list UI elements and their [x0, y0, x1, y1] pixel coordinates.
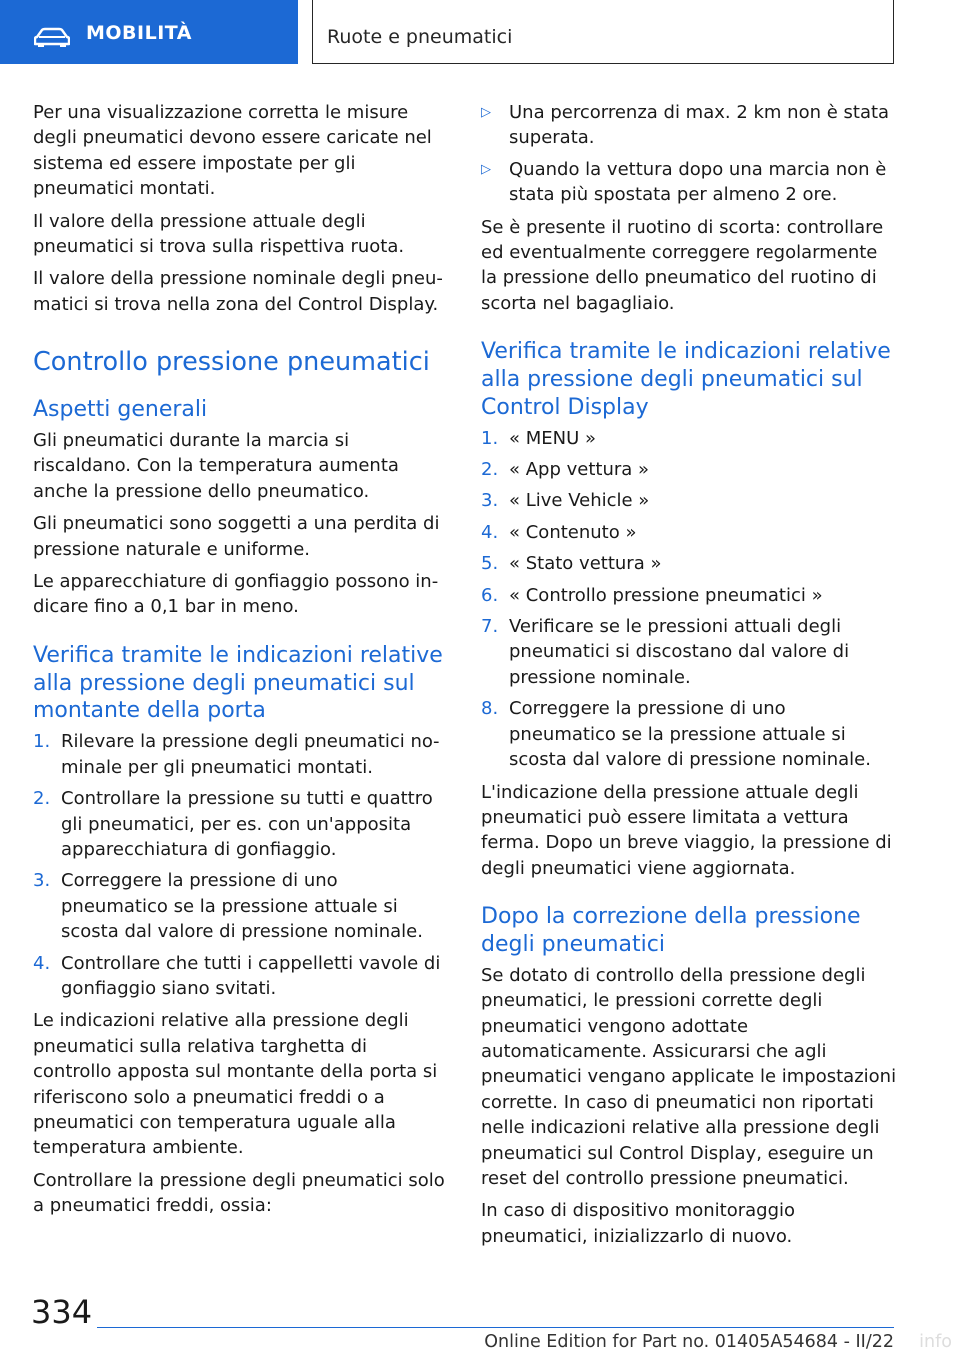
step-text: Rilevare la pressione degli pneumatici nominale per gli pneumatici montati. [61, 731, 440, 778]
step-text: « Live Vehicle » [509, 490, 650, 512]
section-label: MOBILITÀ [86, 22, 192, 44]
bullet-text: Una percorrenza di max. 2 km non è stata superata. [509, 102, 890, 149]
paragraph: Controllare la pressione degli pneumatici solo a pneumatici freddi, ossia: [33, 1169, 445, 1217]
step-number: 3. [33, 870, 51, 892]
subheading-control-display: Verifica tramite le indicazioni relative alla pressione degli pneumatici sul Control Display [481, 339, 891, 420]
step-number: 8. [481, 698, 499, 720]
chapter-header [312, 0, 894, 64]
left-column [33, 100, 448, 1226]
step-number: 3. [481, 490, 499, 512]
paragraph: In caso di dispositivo monitoraggio pneumatici, inizializzarlo di nuovo. [481, 1200, 796, 1247]
watermark: info [919, 1332, 952, 1352]
list-item [481, 583, 897, 608]
step-text: « Contenuto » [509, 521, 637, 543]
paragraph: Gli pneumatici durante la marcia si riscaldano. Con la temperatura aumenta anche la pressione dello pneumatico. [33, 430, 399, 502]
intro-paragraph: Il valore della pressione attuale degli pneumatici si trova sulla rispettiva ruota. [33, 210, 405, 258]
list-item [481, 157, 897, 208]
paragraph: Gli pneumatici sono soggetti a una perdita di pressione naturale e uniforme. [33, 513, 440, 560]
step-number: 4. [33, 952, 51, 974]
page-number: 334 [31, 1293, 93, 1331]
triangle-bullet-icon: ▷ [481, 161, 491, 177]
list-item [481, 488, 897, 513]
step-text: Controllare la pressione su tutti e quattro gli pneumatici, per es. con un'apposita apparecchiatura di gonfiaggio. [61, 788, 433, 860]
car-icon [34, 27, 70, 47]
paragraph: Se dotato di controllo della pressione degli pneumatici, le pressioni corrette degli pneumatici vengono adottate automaticamente. Assicurarsi che agli pneumatici vengano applicate le impostazioni corrette. In caso di pneumatici non riportati nelle indicazioni relative alla pressione degli pneumatici sul Control Display, eseguire un reset del controllo pressione pneumatici. [481, 964, 897, 1189]
step-number: 1. [33, 731, 51, 753]
step-text: Verificare se le pressioni attuali degli pneumatici si discostano dal valore di pressione nominale. [509, 616, 850, 688]
step-number: 7. [481, 616, 499, 638]
list-item [33, 868, 448, 944]
section-tab [0, 0, 298, 64]
intro-paragraph: Il valore della pressione nominale degli pneumatici si trova nella zona del Control Display. [33, 268, 443, 315]
condition-bullets [481, 100, 897, 208]
list-item [481, 520, 897, 545]
list-item [33, 729, 448, 780]
step-text: Controllare che tutti i cappelletti vavole di gonfiaggio siano svitati. [61, 952, 441, 999]
step-text: « MENU » [509, 427, 597, 449]
door-steps [33, 729, 448, 1001]
list-item [481, 551, 897, 576]
paragraph: L'indicazione della pressione attuale degli pneumatici può essere limitata a vettura ferma. Dopo un breve viaggio, la pressione di degli pneumatici viene aggiornata. [481, 781, 892, 879]
subheading-general: Aspetti generali [33, 397, 208, 423]
paragraph: Le indicazioni relative alla pressione degli pneumatici sulla relativa targhetta di controllo apposta sul montante della porta si riferiscono solo a pneumatici freddi o a pneumatici con temperatura uguale alla temperatura ambiente. [33, 1010, 438, 1159]
list-item [33, 951, 448, 1002]
list-item [481, 614, 897, 690]
right-column [481, 100, 897, 1256]
list-item [481, 696, 897, 772]
step-text: « Controllo pressione pneumatici » [509, 584, 823, 606]
subheading-door: Verifica tramite le indicazioni relative alla pressione degli pneumatici sul montante della porta [33, 642, 443, 724]
step-text: « Stato vettura » [509, 553, 662, 575]
list-item [481, 457, 897, 482]
step-text: Correggere la pressione di uno pneumatico se la pressione attuale si scosta dal valore di pressione nominale. [509, 698, 871, 771]
step-text: Correggere la pressione di uno pneumatico se la pressione attuale si scosta dal valore di pressione nominale. [61, 870, 423, 943]
step-number: 1. [481, 427, 499, 449]
bullet-text: Quando la vettura dopo una marcia non è stata più spostata per almeno 2 ore. [509, 158, 887, 206]
subheading-after-correction: Dopo la correzione della pressione degli pneumatici [481, 904, 861, 957]
edition-note: Online Edition for Part no. 01405A54684 - II/22 [484, 1332, 894, 1352]
step-number: 6. [481, 584, 499, 606]
intro-paragraph: Per una visualizzazione corretta le misure degli pneumatici devono essere caricate nel sistema ed essere impostate per gli pneumatici montati. [33, 102, 432, 200]
list-item [481, 100, 897, 151]
step-text: « App vettura » [509, 459, 650, 481]
list-item [481, 426, 897, 451]
step-number: 4. [481, 521, 499, 543]
cd-steps [481, 426, 897, 773]
step-number: 2. [33, 788, 51, 810]
chapter-title: Ruote e pneumatici [327, 26, 513, 48]
section-heading: Controllo pressione pneumatici [33, 347, 430, 378]
list-item [33, 786, 448, 862]
paragraph: Le apparecchiature di gonfiaggio possono indicare fino a 0,1 bar in meno. [33, 571, 439, 618]
footer-rule [97, 1327, 894, 1328]
step-number: 2. [481, 459, 499, 481]
paragraph: Se è presente il ruotino di scorta: controllare ed eventualmente correggere regolarmente la pressione dello pneumatico del ruotino di scorta nel bagagliaio. [481, 216, 884, 314]
triangle-bullet-icon: ▷ [481, 105, 491, 120]
step-number: 5. [481, 553, 499, 575]
